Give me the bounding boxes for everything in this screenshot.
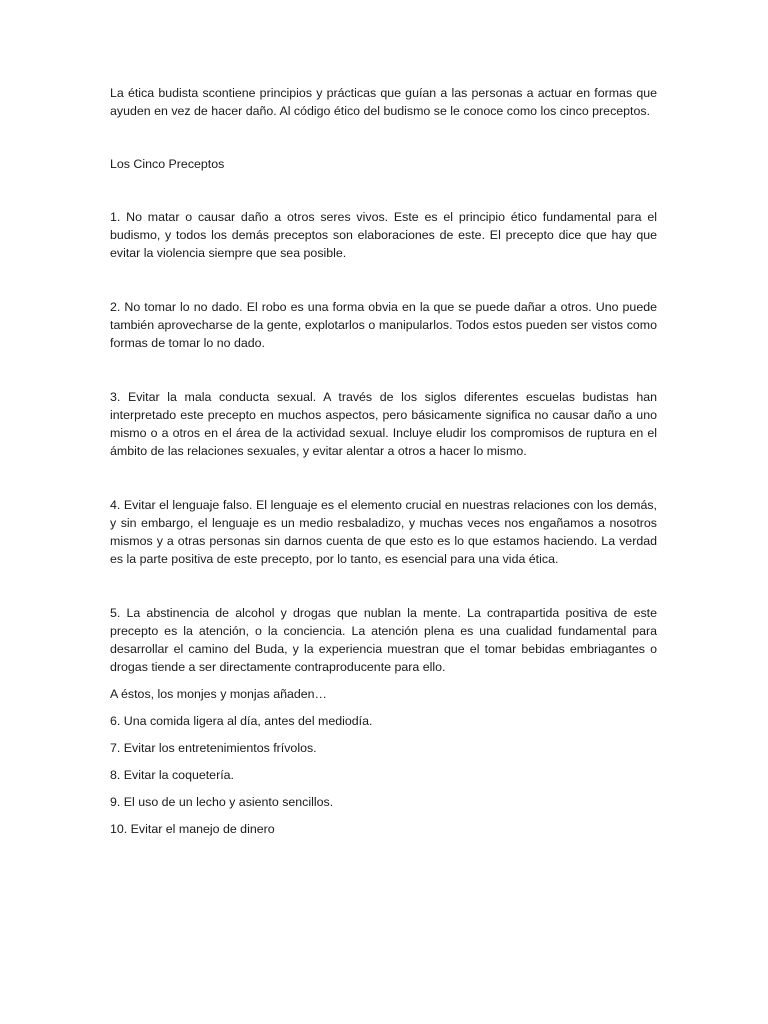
precept-2: 2. No tomar lo no dado. El robo es una forma obvia en la que se puede dañar a otros. Uno puede también aprovecharse de la gente, explotarlos o manipularlos. Todos estos pueden ser vistos como formas de tomar lo no dado. — [110, 300, 657, 350]
extra-precept-6: 6. Una comida ligera al día, antes del mediodía. — [110, 714, 373, 728]
precept-3: 3. Evitar la mala conducta sexual. A través de los siglos diferentes escuelas budistas han interpretado este precepto en muchos aspectos, pero básicamente significa no causar daño a uno mismo o a otros en el área de la actividad sexual. Incluye eludir los compromisos de ruptura en el ámbito de las relaciones sexuales, y evitar alentar a otros a hacer lo mismo. — [110, 390, 657, 458]
intro-paragraph: La ética budista scontiene principios y prácticas que guían a las personas a actuar en formas que ayuden en vez de hacer daño. Al código ético del budismo se le conoce como los cinco preceptos. — [110, 86, 657, 118]
extra-precept-8: 8. Evitar la coquetería. — [110, 768, 234, 782]
extra-precept-10: 10. Evitar el manejo de dinero — [110, 822, 275, 836]
extra-precept-7: 7. Evitar los entretenimientos frívolos. — [110, 741, 317, 755]
document-page — [110, 84, 657, 838]
precept-5: 5. La abstinencia de alcohol y drogas que nublan la mente. La contrapartida positiva de este precepto es la atención, o la conciencia. La atención plena es una cualidad fundamental para desarrollar el camino del Buda, y la experiencia muestran que el tomar bebidas embriagantes o drogas tiende a ser directamente contraproducente para ello. — [110, 606, 657, 674]
precept-4: 4. Evitar el lenguaje falso. El lenguaje es el elemento crucial en nuestras relaciones con los demás, y sin embargo, el lenguaje es un medio resbaladizo, y muchas veces nos engañamos a nosotros mismos y a otras personas sin darnos cuenta de que esto es lo que estamos haciendo. La verdad es la parte positiva de este precepto, por lo tanto, es esencial para una vida ética. — [110, 498, 657, 566]
monks-intro: A éstos, los monjes y monjas añaden… — [110, 687, 327, 701]
extra-precept-9: 9. El uso de un lecho y asiento sencillos. — [110, 795, 334, 809]
precept-1: 1. No matar o causar daño a otros seres vivos. Este es el principio ético fundamental para el budismo, y todos los demás preceptos son elaboraciones de este. El precepto dice que hay que evitar la violencia siempre que sea posible. — [110, 210, 657, 260]
section-heading: Los Cinco Preceptos — [110, 157, 225, 171]
